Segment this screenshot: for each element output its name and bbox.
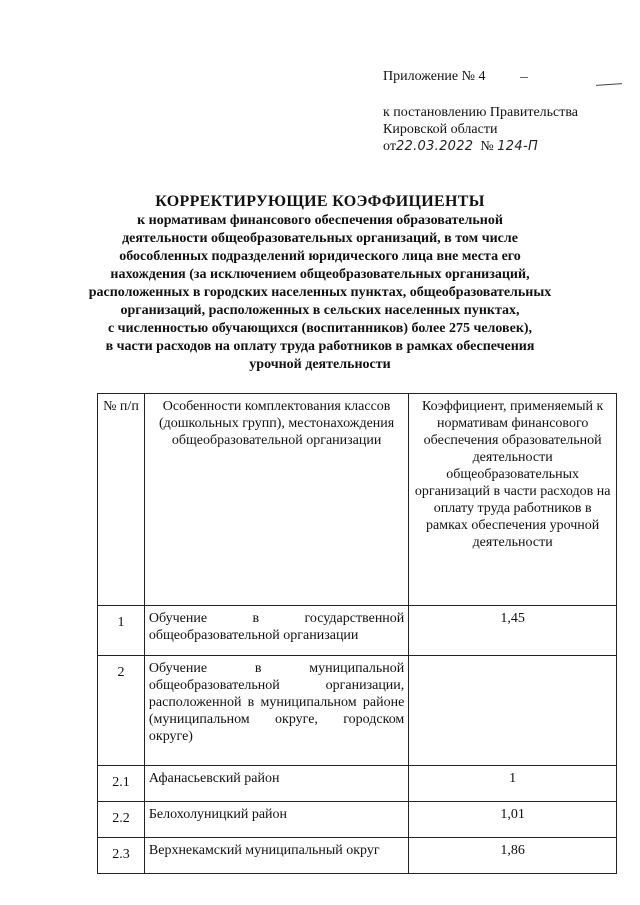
date-prefix: от	[383, 139, 396, 154]
row-feature: Афанасьевский район	[144, 766, 408, 802]
row-coefficient: 1,86	[409, 838, 617, 874]
coefficients-table	[97, 393, 617, 874]
resolution-line-2: Кировской области	[383, 122, 498, 137]
row-feature: Белохолуницкий район	[144, 802, 408, 838]
row-feature: Верхнекамский муниципальный округ	[144, 838, 408, 874]
row-num: 2.1	[98, 766, 145, 802]
table-row	[98, 802, 617, 838]
header-coefficient: Коэффициент, применяемый к нормативам финансового обеспечения образовательной деятельности общеобразовательных организаций в части расходов на оплату труда работников в рамках обеспечения урочной деятельности	[409, 394, 617, 606]
header-num: № п/п	[98, 394, 145, 606]
title-line: расположенных в городских населенных пунктах, общеобразовательных	[88, 285, 552, 300]
appendix-label: Приложение № 4	[383, 69, 486, 84]
pen-mark	[520, 77, 528, 78]
table-header-row	[98, 394, 617, 606]
document-title	[60, 192, 580, 374]
row-coefficient	[409, 656, 617, 766]
resolution-reference	[383, 104, 623, 155]
title-line: урочной деятельности	[249, 357, 391, 372]
title-main: КОРРЕКТИРУЮЩИЕ КОЭФФИЦИЕНТЫ	[155, 193, 485, 210]
table-row	[98, 838, 617, 874]
resolution-line-1: к постановлению Правительства	[383, 105, 579, 120]
row-coefficient: 1,01	[409, 802, 617, 838]
row-coefficient: 1	[409, 766, 617, 802]
title-line: организаций, расположенных в сельских населенных пунктах,	[120, 303, 520, 318]
handwritten-number: 124-П	[497, 139, 539, 154]
row-coefficient: 1,45	[409, 606, 617, 656]
row-feature: Обучение в муниципальной общеобразовательной организации, расположенной в муниципальном районе (муниципальном округе, городском округе)	[144, 656, 408, 766]
header-feature: Особенности комплектования классов (дошкольных групп), местонахождения общеобразовательной организации	[144, 394, 408, 606]
row-num: 2.3	[98, 838, 145, 874]
row-num: 2.2	[98, 802, 145, 838]
title-line: с численностью обучающихся (воспитанников) более 275 человек),	[107, 321, 533, 336]
resolution-date-number	[383, 138, 623, 155]
table-row	[98, 606, 617, 656]
row-num: 1	[98, 606, 145, 656]
title-line: деятельности общеобразовательных организаций, в том числе	[122, 231, 518, 246]
table-row	[98, 656, 617, 766]
handwritten-date: 22.03.2022	[395, 139, 474, 154]
title-line: нахождения (за исключением общеобразовательных организаций,	[110, 267, 530, 282]
row-num: 2	[98, 656, 145, 766]
number-prefix: №	[480, 139, 494, 154]
table-row	[98, 766, 617, 802]
row-feature: Обучение в государственной общеобразовательной организации	[144, 606, 408, 656]
title-line: к нормативам финансового обеспечения образовательной	[137, 213, 503, 228]
title-line: в части расходов на оплату труда работников в рамках обеспечения	[105, 339, 535, 354]
pen-mark	[596, 83, 622, 86]
title-line: обособленных подразделений юридического лица вне места его	[119, 249, 521, 264]
